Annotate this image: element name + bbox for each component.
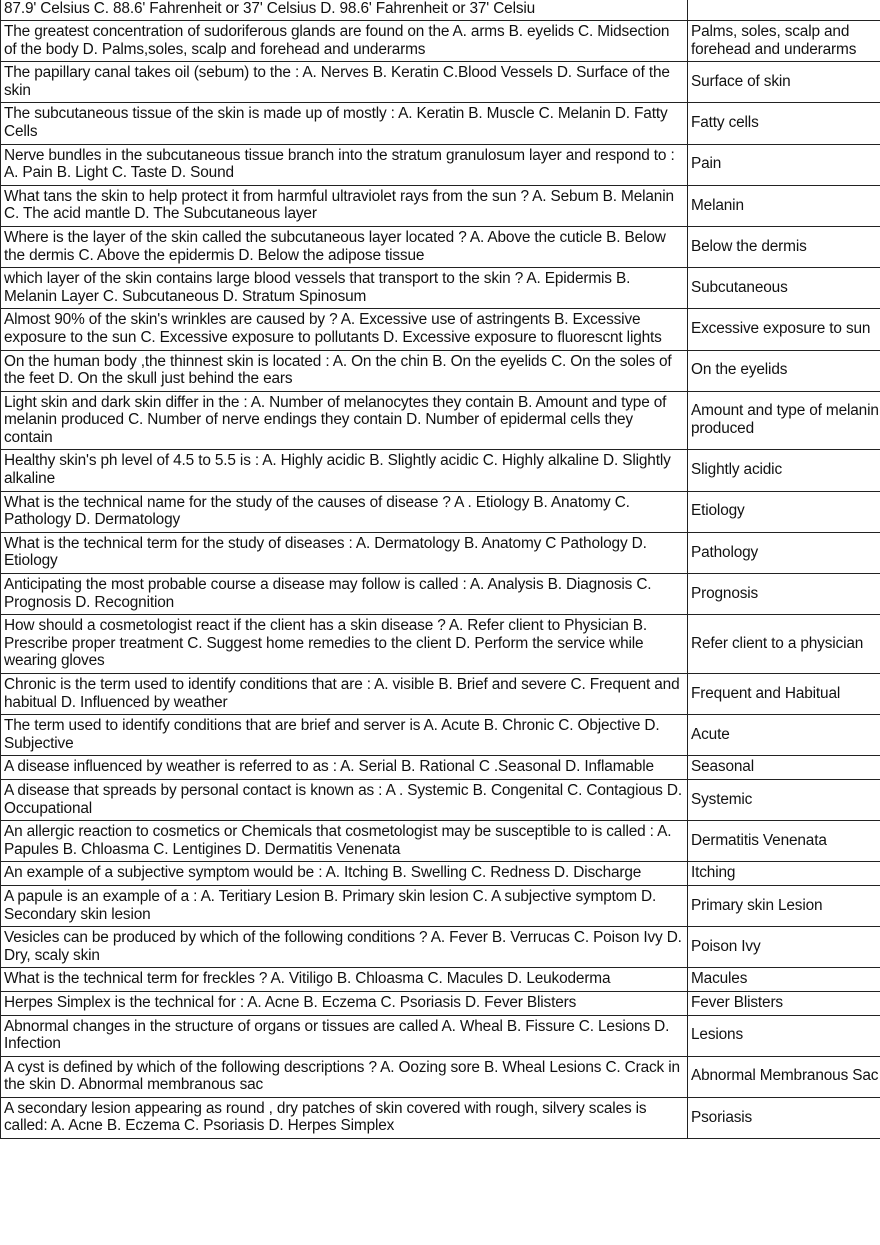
question-cell: Vesicles can be produced by which of the following conditions ? A. Fever B. Verrucas C. Poison Ivy D. Dry, scaly skin [1, 927, 688, 968]
table-row [1, 144, 880, 185]
answer-cell: Psoriasis [688, 1097, 880, 1138]
answer-cell: Amount and type of melanin produced [688, 391, 880, 450]
question-cell: A disease influenced by weather is referred to as : A. Serial B. Rational C .Seasonal D. Inflamable [1, 756, 688, 780]
question-cell: which layer of the skin contains large blood vessels that transport to the skin ? A. Epidermis B. Melanin Layer C. Subcutaneous D. Stratum Spinosum [1, 268, 688, 309]
answer-cell: Subcutaneous [688, 268, 880, 309]
table-row [1, 674, 880, 715]
question-cell: What is the technical name for the study of the causes of disease ? A . Etiology B. Anatomy C. Pathology D. Dermatology [1, 491, 688, 532]
table-row [1, 268, 880, 309]
answer-cell: Abnormal Membranous Sac [688, 1056, 880, 1097]
table-row [1, 391, 880, 450]
answer-cell: Slightly acidic [688, 450, 880, 491]
question-cell: A cyst is defined by which of the following descriptions ? A. Oozing sore B. Wheal Lesions C. Crack in the skin D. Abnormal membranous sac [1, 1056, 688, 1097]
table-row [1, 450, 880, 491]
question-cell: What tans the skin to help protect it from harmful ultraviolet rays from the sun ? A. Sebum B. Melanin C. The acid mantle D. The Subcutaneous layer [1, 185, 688, 226]
question-cell: On the human body ,the thinnest skin is located : A. On the chin B. On the eyelids C. On the soles of the feet D. On the skull just behind the ears [1, 350, 688, 391]
question-cell: Nerve bundles in the subcutaneous tissue branch into the stratum granulosum layer and respond to : A. Pain B. Light C. Taste D. Sound [1, 144, 688, 185]
table-row [1, 927, 880, 968]
table-row [1, 1056, 880, 1097]
answer-cell: Acute [688, 715, 880, 756]
answer-cell: Pain [688, 144, 880, 185]
question-cell: A disease that spreads by personal contact is known as : A . Systemic B. Congenital C. Contagious D. Occupational [1, 779, 688, 820]
question-cell: A papule is an example of a : A. Teritiary Lesion B. Primary skin lesion C. A subjective symptom D. Secondary skin lesion [1, 885, 688, 926]
answer-cell: Dermatitis Venenata [688, 821, 880, 862]
answer-cell: Fatty cells [688, 103, 880, 144]
table-row [1, 756, 880, 780]
answer-cell: Pathology [688, 532, 880, 573]
table-row [1, 532, 880, 573]
answer-cell: On the eyelids [688, 350, 880, 391]
answer-cell: Refer client to a physician [688, 615, 880, 674]
answer-cell: Excessive exposure to sun [688, 309, 880, 350]
answer-cell: Fever Blisters [688, 991, 880, 1015]
question-cell: Anticipating the most probable course a disease may follow is called : A. Analysis B. Diagnosis C. Prognosis D. Recognition [1, 574, 688, 615]
table-row [1, 21, 880, 62]
question-cell: What is the technical term for the study of diseases : A. Dermatology B. Anatomy C Pathology D. Etiology [1, 532, 688, 573]
table-row [1, 991, 880, 1015]
table-row [1, 1015, 880, 1056]
table-row [1, 821, 880, 862]
answer-cell: Macules [688, 968, 880, 992]
question-cell: The subcutaneous tissue of the skin is made up of mostly : A. Keratin B. Muscle C. Melanin D. Fatty Cells [1, 103, 688, 144]
table-row [1, 226, 880, 267]
answer-cell: Itching [688, 862, 880, 886]
question-cell: Herpes Simplex is the technical for : A. Acne B. Eczema C. Psoriasis D. Fever Blisters [1, 991, 688, 1015]
answer-cell: Frequent and Habitual [688, 674, 880, 715]
table-row [1, 968, 880, 992]
question-cell: Where is the layer of the skin called the subcutaneous layer located ? A. Above the cuticle B. Below the dermis C. Above the epidermis D. Below the adipose tissue [1, 226, 688, 267]
answer-cell: Below the dermis [688, 226, 880, 267]
question-cell: The greatest concentration of sudoriferous glands are found on the A. arms B. eyelids C. Midsection of the body D. Palms,soles, scalp and forehead and underarms [1, 21, 688, 62]
answer-cell: Melanin [688, 185, 880, 226]
answer-cell: Palms, soles, scalp and forehead and underarms [688, 21, 880, 62]
table-row [1, 1097, 880, 1138]
table-row [1, 574, 880, 615]
table-row [1, 715, 880, 756]
table-row [1, 779, 880, 820]
question-cell: What is the technical term for freckles ? A. Vitiligo B. Chloasma C. Macules D. Leukoderma [1, 968, 688, 992]
answer-cell: Prognosis [688, 574, 880, 615]
question-cell: A secondary lesion appearing as round , dry patches of skin covered with rough, silvery scales is called: A. Acne B. Eczema C. Psoriasis D. Herpes Simplex [1, 1097, 688, 1138]
answer-cell: Lesions [688, 1015, 880, 1056]
table-row [1, 491, 880, 532]
question-cell: Light skin and dark skin differ in the : A. Number of melanocytes they contain B. Amount and type of melanin produced C. Number of nerve endings they contain D. Number of epidermal cells they contain [1, 391, 688, 450]
answer-cell: Etiology [688, 491, 880, 532]
question-cell: 87.9' Celsius C. 88.6' Fahrenheit or 37' Celsius D. 98.6' Fahrenheit or 37' Celsiu [1, 0, 688, 21]
table-row [1, 885, 880, 926]
table-row [1, 862, 880, 886]
question-cell: An example of a subjective symptom would be : A. Itching B. Swelling C. Redness D. Discharge [1, 862, 688, 886]
question-cell: The term used to identify conditions that are brief and server is A. Acute B. Chronic C. Objective D. Subjective [1, 715, 688, 756]
question-cell: An allergic reaction to cosmetics or Chemicals that cosmetologist may be susceptible to is called : A. Papules B. Chloasma C. Lentigines D. Dermatitis Venenata [1, 821, 688, 862]
answer-cell [688, 0, 880, 21]
question-cell: The papillary canal takes oil (sebum) to the : A. Nerves B. Keratin C.Blood Vessels D. Surface of the skin [1, 62, 688, 103]
table-row [1, 103, 880, 144]
question-cell: Healthy skin's ph level of 4.5 to 5.5 is : A. Highly acidic B. Slightly acidic C. Highly alkaline D. Slightly alkaline [1, 450, 688, 491]
table-body [1, 0, 880, 1139]
table-row [1, 62, 880, 103]
table-row [1, 0, 880, 21]
table-row [1, 309, 880, 350]
question-cell: Chronic is the term used to identify conditions that are : A. visible B. Brief and severe C. Frequent and habitual D. Influenced by weather [1, 674, 688, 715]
table-row [1, 350, 880, 391]
answer-cell: Primary skin Lesion [688, 885, 880, 926]
answer-cell: Surface of skin [688, 62, 880, 103]
answer-cell: Seasonal [688, 756, 880, 780]
question-cell: How should a cosmetologist react if the client has a skin disease ? A. Refer client to Physician B. Prescribe proper treatment C. Suggest home remedies to the client D. Perform the service while wearing gloves [1, 615, 688, 674]
answer-cell: Poison Ivy [688, 927, 880, 968]
table-row [1, 615, 880, 674]
answer-cell: Systemic [688, 779, 880, 820]
question-cell: Abnormal changes in the structure of organs or tissues are called A. Wheal B. Fissure C. Lesions D. Infection [1, 1015, 688, 1056]
table-row [1, 185, 880, 226]
question-cell: Almost 90% of the skin's wrinkles are caused by ? A. Excessive use of astringents B. Excessive exposure to the sun C. Excessive exposure to pollutants D. Excessive exposure to fluorescnt lights [1, 309, 688, 350]
